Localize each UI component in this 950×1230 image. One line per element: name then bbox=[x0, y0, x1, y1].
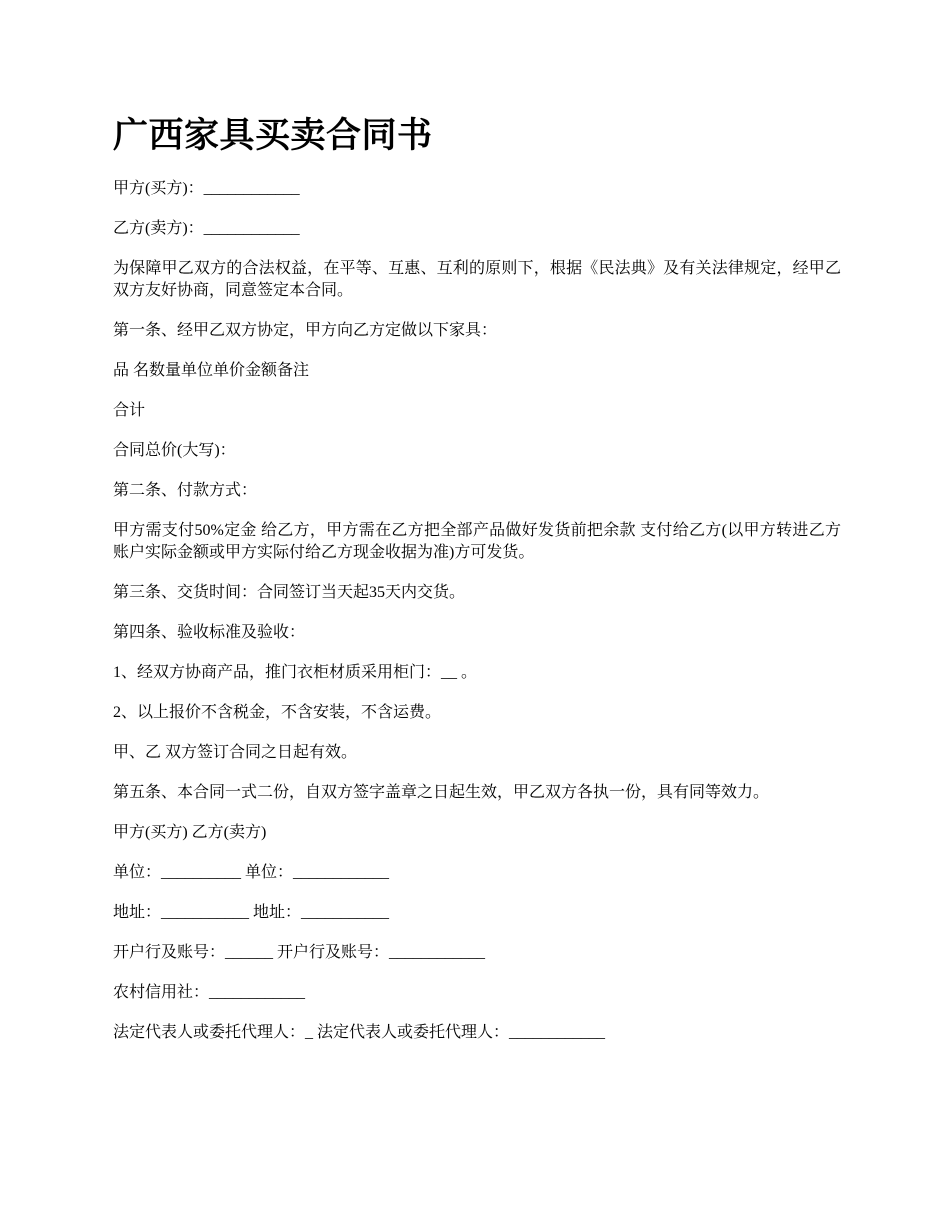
signature-unit-line: 单位：__________ 单位：____________ bbox=[113, 864, 390, 881]
contract-document bbox=[113, 108, 841, 1062]
document-title: 广西家具买卖合同书 bbox=[113, 116, 433, 155]
signature-parties-line: 甲方(买方) 乙方(卖方) bbox=[113, 824, 267, 841]
total-line: 合计 bbox=[113, 402, 146, 419]
payment-terms-paragraph: 甲方需支付50%定金 给乙方，甲方需在乙方把全部产品做好发货前把余款 支付给乙方(以甲方转进乙方账户实际金额或甲方实际付给乙方现金收据为准)方可发货。 bbox=[113, 522, 841, 561]
effective-date-line: 甲、乙 双方签订合同之日起有效。 bbox=[113, 744, 358, 761]
article-2-heading: 第二条、付款方式： bbox=[113, 482, 258, 499]
article-1-heading: 第一条、经甲乙双方协定，甲方向乙方定做以下家具： bbox=[113, 322, 498, 339]
total-price-line: 合同总价(大写)： bbox=[113, 442, 236, 459]
signature-address-line: 地址：___________ 地址：___________ bbox=[113, 904, 390, 921]
signature-representative-line: 法定代表人或委托代理人：_ 法定代表人或委托代理人：____________ bbox=[113, 1024, 606, 1041]
party-a-line: 甲方(买方)：____________ bbox=[113, 180, 300, 197]
article-5-paragraph: 第五条、本合同一式二份，自双方签字盖章之日起生效，甲乙双方各执一份，具有同等效力。 bbox=[113, 784, 770, 801]
inspection-item-2: 2、以上报价不含税金，不含安装，不含运费。 bbox=[113, 704, 442, 721]
signature-bank-line: 开户行及账号：______ 开户行及账号：____________ bbox=[113, 944, 486, 961]
item-table-header: 品 名数量单位单价金额备注 bbox=[113, 362, 310, 379]
inspection-item-1: 1、经双方协商产品，推门衣柜材质采用柜门：__ 。 bbox=[113, 664, 478, 681]
party-b-line: 乙方(卖方)：____________ bbox=[113, 220, 300, 237]
article-4-heading: 第四条、验收标准及验收： bbox=[113, 624, 306, 641]
article-3-delivery: 第三条、交货时间：合同签订当天起35天内交货。 bbox=[113, 584, 466, 601]
signature-credit-union-line: 农村信用社：____________ bbox=[113, 984, 306, 1001]
preamble-paragraph: 为保障甲乙双方的合法权益，在平等、互惠、互利的原则下，根据《民法典》及有关法律规定，经甲乙双方友好协商，同意签定本合同。 bbox=[113, 260, 841, 299]
